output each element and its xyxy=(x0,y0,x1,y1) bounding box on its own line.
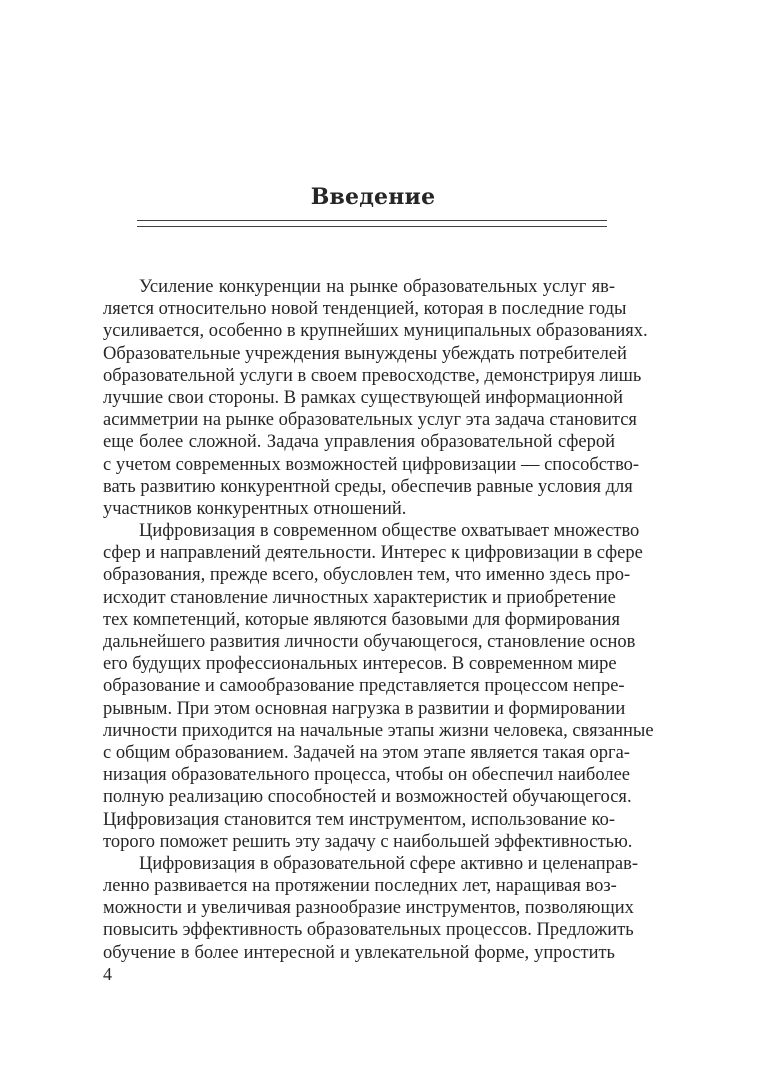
text-line: лучшие свои стороны. В рамках существующей информационной xyxy=(103,387,624,408)
text-line: усиливается, особенно в крупнейших муниципальных образованиях. xyxy=(103,321,648,342)
text-line: тех компетенций, которые являются базовыми для формирования xyxy=(103,609,621,630)
text-line: Цифровизация становится тем инструментом, использование ко- xyxy=(103,809,615,830)
text-line: обучение в более интересной и увлекательной форме, упростить xyxy=(103,942,615,963)
page-title: Введение xyxy=(310,184,436,210)
text-line: участников конкурентных отношений. xyxy=(103,498,407,519)
text-line: Цифровизация в современном обществе охватывает множество xyxy=(139,521,640,542)
title-rule-bottom xyxy=(137,226,607,227)
text-line: можности и увеличивая разнообразие инструментов, позволяющих xyxy=(103,898,634,919)
paragraph xyxy=(103,276,648,520)
text-line: повысить эффективность образовательных процессов. Предложить xyxy=(103,920,634,941)
text-line: рывным. При этом основная нагрузка в развитии и формировании xyxy=(103,698,626,719)
text-line: образование и самообразование представляется процессом непре- xyxy=(103,676,625,697)
text-line: сфер и направлений деятельности. Интерес к цифровизации в сфере xyxy=(103,543,643,564)
text-line: личности приходится на начальные этапы жизни человека, связанные xyxy=(103,720,654,741)
text-line: образовательной услуги в своем превосходстве, демонстрируя лишь xyxy=(103,365,642,386)
text-line: полную реализацию способностей и возможностей обучающегося. xyxy=(103,787,632,808)
text-line: Усиление конкуренции на рынке образовательных услуг яв- xyxy=(139,277,615,297)
text-line: с учетом современных возможностей цифровизации — способство- xyxy=(103,454,640,475)
page-number: 4 xyxy=(103,964,112,984)
paragraph xyxy=(103,520,654,853)
text-line: его будущих профессиональных интересов. В современном мире xyxy=(103,654,617,675)
body-text xyxy=(103,276,654,964)
text-line: асимметрии на рынке образовательных услуг эта задача становится xyxy=(103,410,637,431)
text-line: низация образовательного процесса, чтобы он обеспечил наиболее xyxy=(103,765,630,786)
text-line: вать развитию конкурентной среды, обеспечив равные условия для xyxy=(103,476,633,497)
text-line: исходит становление личностных характеристик и приобретение xyxy=(103,587,616,608)
text-line: дальнейшего развития личности обучающегося, становление основ xyxy=(103,632,636,652)
text-line: еще более сложной. Задача управления образовательной сферой xyxy=(103,432,615,453)
text-line: с общим образованием. Задачей на этом этапе является такая орга- xyxy=(103,742,630,763)
title-rule-top xyxy=(137,220,607,221)
text-line: Образовательные учреждения вынуждены убеждать потребителей xyxy=(103,343,627,364)
text-line: торого поможет решить эту задачу с наибольшей эффективностью. xyxy=(103,831,633,852)
text-line: ляется относительно новой тенденцией, которая в последние годы xyxy=(103,299,627,320)
text-line: Цифровизация в образовательной сфере активно и целенаправ- xyxy=(139,853,639,874)
text-line: ленно развивается на протяжении последних лет, наращивая воз- xyxy=(103,876,617,897)
paragraph xyxy=(103,853,639,964)
text-line: образования, прежде всего, обусловлен тем, что именно здесь про- xyxy=(103,565,631,586)
